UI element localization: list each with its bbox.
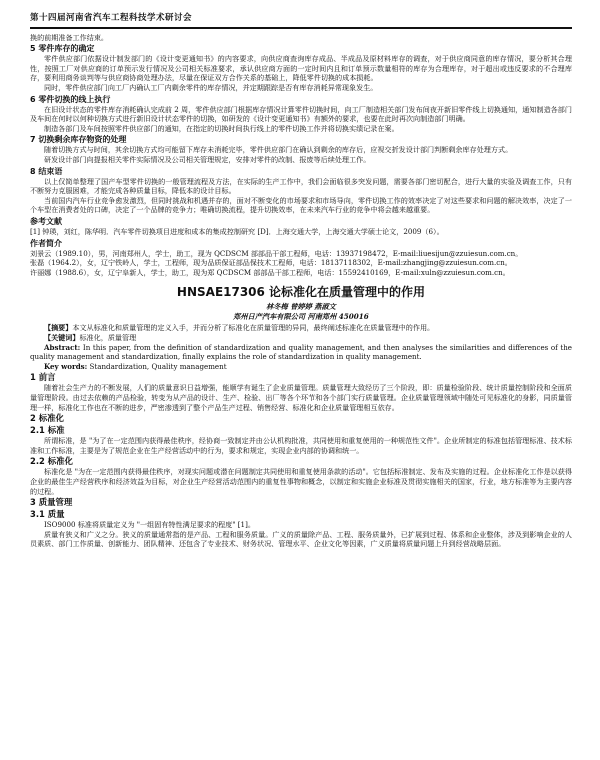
section-heading: 5 零件库存的确定 bbox=[30, 44, 95, 54]
article-2 bbox=[30, 284, 572, 549]
abstract-en-text: In this paper, from the definition of standardization and quality management, and then analyses the similarities and differences of the quality management and standardization, finally explains the role of standardization in quality management. bbox=[30, 342, 572, 362]
keywords-en-text: Standardization, Quality management bbox=[89, 361, 227, 371]
abstract-en-block bbox=[30, 343, 572, 372]
article-1 bbox=[30, 33, 572, 278]
section-heading: 2 标准化 bbox=[30, 413, 64, 424]
abstract-label: 【摘要】 bbox=[44, 323, 73, 333]
author-bios bbox=[30, 249, 572, 278]
keywords-en-label: Key words: bbox=[44, 361, 88, 371]
paragraph: 零件供应部门依据设计制发部门的《设计变更通知书》的内容要求，向供应商查询库存成品、半成品及原材料库存的调查，对于供应商同意的库存情况，要分析其合理性，按照工厂对供应商的订单预示发行情况及公司相关标准要求，承认供应商方面的一定时间内且和订单预示数量相符的库存为合理库存，对于超出或违反要求的不合理库存，要利用商务谈判等与供应商协商处理办法，尽量在保证双方合作关系的基础上，降低零件切换的成本损耗。 bbox=[30, 54, 572, 83]
references-heading: 参考文献 bbox=[30, 216, 62, 226]
author-bio-heading: 作者简介 bbox=[30, 238, 62, 248]
paragraph: 以上仅简单整理了国产车型零件切换的一般管理流程及方法，在实际的生产工作中，我们会面临很多突发问题，需要各部门密切配合，进行大量的实验及调查工作，只有不断努力克服困难，才能完成各种质量目标，降低本的设计目标。 bbox=[30, 176, 572, 196]
author-bio: 刘景云（1989.10），男，河南郑州人，学士，助工，现为 QCDSCM 部部品干部工程师，电话：13937198472，E-mail:liuesijun@zzuiesun.com.cn。 bbox=[30, 248, 523, 258]
subsection-heading: 2.1 标准 bbox=[30, 425, 65, 436]
abstract-en bbox=[30, 343, 572, 362]
section-heading: 3 质量管理 bbox=[30, 497, 73, 508]
subsection-heading: 3.1 质量 bbox=[30, 509, 65, 520]
paragraph: 制造各部门及车间按照零件供应部门的通知，在指定的切换时间执行线上的零件切换工作并将切换实绩记录在案。 bbox=[44, 123, 399, 133]
paragraph: 随着切换方式与时间，其余切换方式均可能留下库存未消耗完毕，零件供应部门在确认到剩余的库存后，应视交折发设计部门判断剩余库存处理方式。 bbox=[44, 145, 513, 155]
paragraph: ISO9000 标准将质量定义为 "一组固有特性满足要求的程度" [1]。 bbox=[44, 520, 255, 530]
paragraph: 当前国内汽车行业竞争愈发激烈，但同时挑战和机遇并存的，面对不断变化的市场要求和市场导向，零件切换工作的效率决定了对这些要求和问题的解决效率，决定了一个车型在消费者处的口碑，决定了一个品牌的竞争力；唯确切换流程，提升切换效率，在未来汽车行业的竞争中将会越来越重要。 bbox=[30, 195, 572, 215]
keywords-en bbox=[30, 362, 572, 372]
abstract-en-label: Abstract: bbox=[44, 342, 81, 352]
author-names: 林冬梅 曾婷婷 燕淑文 bbox=[266, 302, 336, 312]
journal-title: 第十四届河南省汽车工程科技学术研讨会 bbox=[30, 13, 193, 23]
paragraph: 所谓标准，是 "为了在一定范围内获得最佳秩序，经协商一致制定并由公认机构批准，共同使用和重复使用的一种规范性文件"。企业所制定的标准包括管理标准、技术标准和工作标准，主要是为了规范企业在生产经营活动中的行为，要求和规定，实现企业内部的协调和统一。 bbox=[30, 436, 572, 455]
affiliation: 郑州日产汽车有限公司 河南郑州 450016 bbox=[233, 311, 369, 321]
abstract-cn bbox=[30, 323, 572, 333]
abstract-cn-text: 本文从标准化和质量管理的定义入手，并而分析了标准化在质量管理的异同，最终阐述标准化在质量管理中的作用。 bbox=[72, 323, 435, 333]
reference-item: [1] 钟瑛，刘红，陈华明．汽车零件切换项目进度和成本的集成控制研究 [D]．上海交通大学，上海交通大学硕士论文，2009（6）。 bbox=[30, 226, 444, 236]
subsection-heading: 2.2 标准化 bbox=[30, 456, 73, 467]
running-header bbox=[30, 14, 572, 29]
paragraph: 研发设计部门向提报相关零件实际情况及公司相关管理规定，安排对零件的改制、报废等后续处理工作。 bbox=[44, 154, 371, 164]
keywords-cn bbox=[30, 333, 572, 343]
paragraph: 标准化是 "为在一定范围内获得最佳秩序，对现实问题或潜在问题制定共同使用和重复使用条款的活动"。它包括标准制定、发布及实施的过程。企业标准化工作是以获得企业的最佳生产经营秩序和经济效益为目标，对企业生产经营活动范围内的重复性事物和概念，以制定和实施企业标准及贯彻实施相关的国家，行业，地方标准等为主要内容的过程。 bbox=[30, 467, 572, 496]
section-heading: 7 切换剩余库存物资的处理 bbox=[30, 135, 127, 145]
article-title: HNSAE17306 论标准化在质量管理中的作用 bbox=[176, 285, 426, 300]
keywords-label: 【关键词】 bbox=[44, 333, 80, 343]
section-heading: 8 结束语 bbox=[30, 166, 63, 176]
paragraph: 换的前期准备工作结束。 bbox=[30, 32, 109, 42]
paragraph: 质量有狭义和广义之分。狭义的质量通常指的是产品、工程和服务质量。广义的质量除产品、工程、服务质量外，已扩展到过程、体系和企业整体，涉及到影响企业的人员素质、部门工作质量、创新能力、团队精神、还包含了专业技术、财务状况、管理水平、企业文化等因素，广义质量将质量问题上升到经营战略层面。 bbox=[30, 529, 572, 549]
paragraph: 同时，零件供应部门向工厂内确认工厂内剩余零件的库存情况，并定期跟踪是否有库存消耗异常现象发生。 bbox=[44, 82, 378, 92]
section-heading: 1 前言 bbox=[30, 372, 56, 383]
paragraph: 在旧设计状态的零件库存消耗确认完成前 2 周，零件供应部门根据库存情况计算零件切换时间，向工厂制造相关部门发布间夜开新旧零件线上切换通知，通知制造各部门及车间在何时以何种切换方式进行新旧设计状态零件的切换，如研发的《设计变更通知书》有额外的要求，也要在此时再次向制造部门明确。 bbox=[30, 104, 572, 124]
author-bio: 张磊（1964.2），女，辽宁铁岭人，学士，工程师，现为品质保证部品保技术工程师，电话：18137118302，E-mail:zhangjing@zzuiesun.com.cn。 bbox=[30, 258, 512, 268]
paragraph: 随着社会生产力的不断发展，人们的质量意识日益增强，能顺学有诞生了企业质量管理。质量管理大致经历了三个阶段，即：质量检验阶段、统计质量控制阶段和全面质量管理阶段。由过去依赖的产品检验，转变为从产品的设计、生产、检验、出厂等各个环节和各个部门实行质量管理。企业质量管理领域中随处可见标准化的身影，同质量管理一样，标准化工作也在不断的进步，严密渗透到了整个产品生产过程、销售经营、标准化和企业质量管理相互依存。 bbox=[30, 383, 572, 412]
author-bio: 许丽娜（1988.6），女，辽宁阜新人，学士，助工，现为郑 QCDSCM 部部品干部工程师，电话：15592410169，E-mail:xuln@zzuiesun.com.cn。 bbox=[30, 267, 510, 277]
section-heading: 6 零件切换的线上执行 bbox=[30, 94, 111, 104]
keywords-cn-text: 标准化，质量管理 bbox=[79, 333, 137, 343]
